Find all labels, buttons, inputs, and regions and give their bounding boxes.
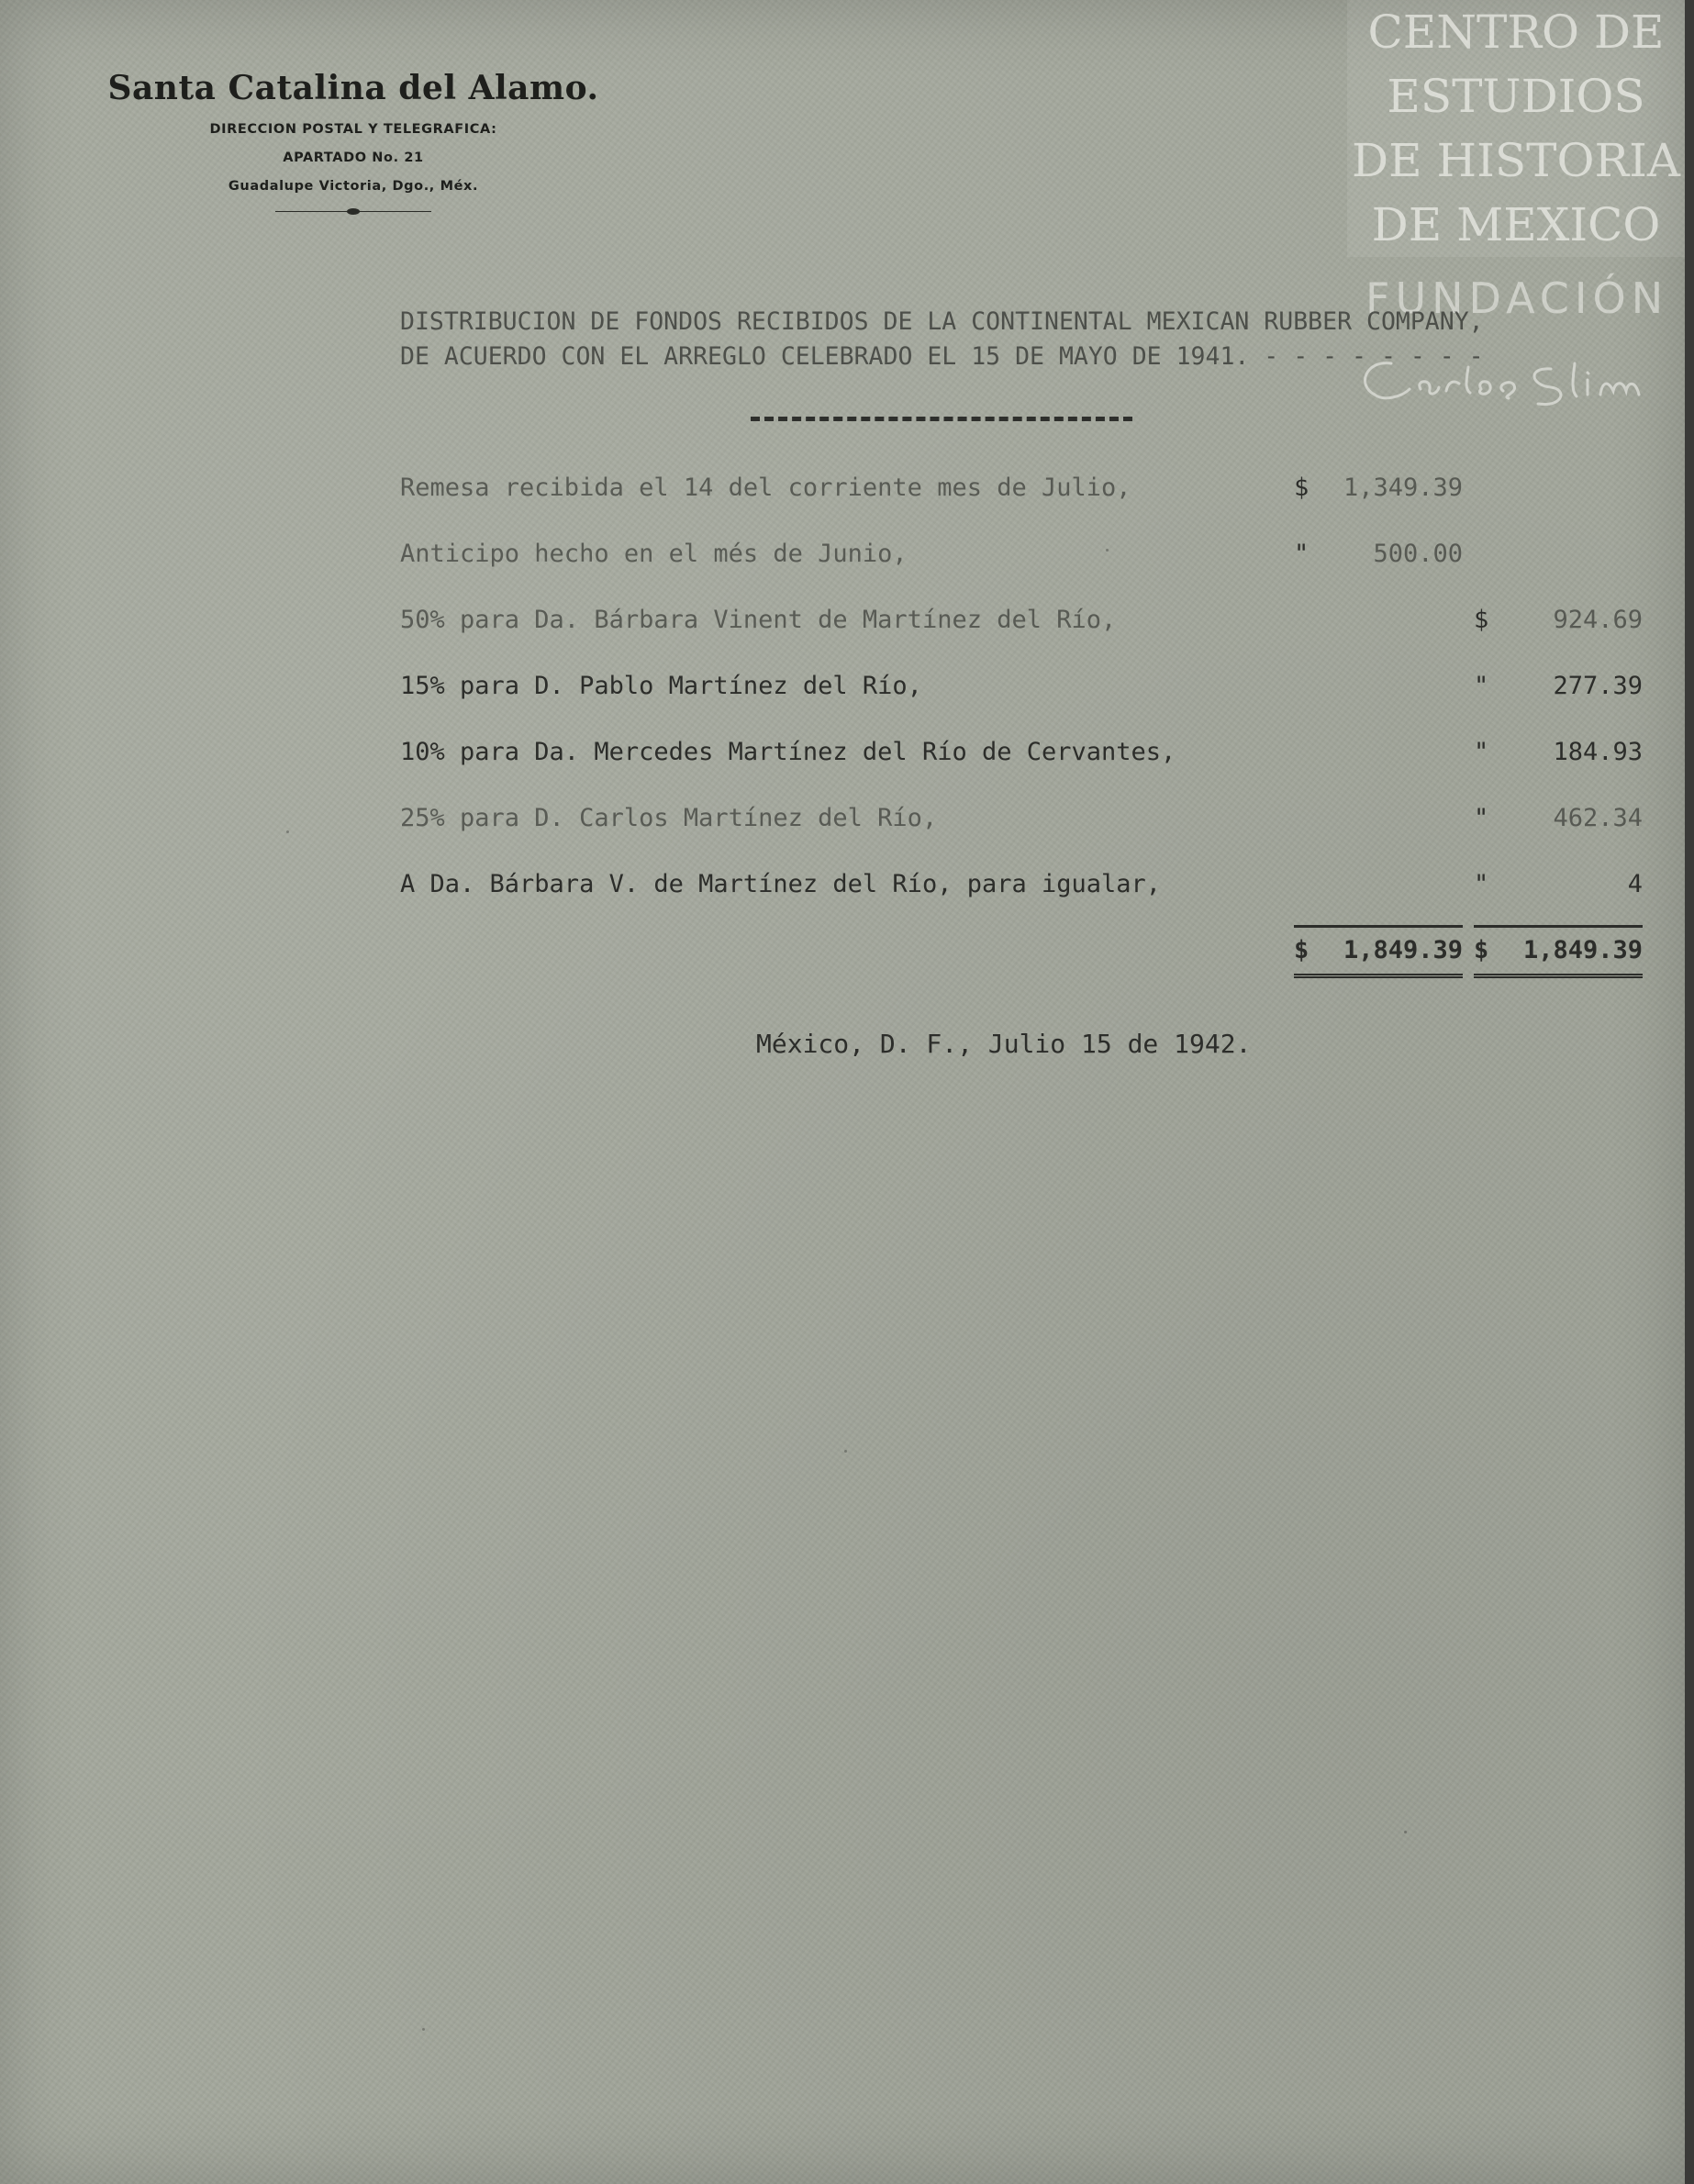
ledger-row [400, 859, 1666, 925]
currency-symbol: $ [1474, 936, 1489, 964]
distribution-cell [1474, 529, 1643, 580]
po-box: APARTADO No. 21 [283, 150, 424, 165]
distribution-amount: 277.39 [1553, 672, 1643, 700]
row-label: A Da. Bárbara V. de Martínez del Río, para igualar, [400, 870, 1162, 898]
row-label: 15% para D. Pablo Martínez del Río, [400, 672, 922, 700]
ditto-mark: " [1474, 672, 1489, 700]
ditto-mark: " [1474, 870, 1489, 898]
distribution-amount: 4 [1627, 870, 1643, 898]
receipts-cell [1294, 793, 1463, 844]
watermark-line-2: ESTUDIOS [1387, 70, 1645, 123]
distribution-amount: 924.69 [1553, 606, 1643, 634]
receipts-cell [1294, 462, 1463, 514]
row-label: 10% para Da. Mercedes Martínez del Río de Cervantes, [400, 738, 1176, 766]
receipts-cell [1294, 595, 1463, 646]
distribution-cell [1474, 859, 1643, 910]
ledger-row [400, 793, 1666, 859]
receipts-total-cell [1294, 925, 1463, 978]
currency-symbol: $ [1474, 606, 1489, 634]
distribution-cell [1474, 595, 1643, 646]
distribution-amount: 462.34 [1553, 804, 1643, 832]
totals-row [400, 925, 1666, 991]
receipts-cell [1294, 727, 1463, 778]
receipts-cell [1294, 859, 1463, 910]
currency-symbol: $ [1294, 936, 1310, 964]
heading-line-1: DISTRIBUCION DE FONDOS RECIBIDOS DE LA CONTINENTAL MEXICAN RUBBER COMPANY, [400, 307, 1484, 336]
row-label: Anticipo hecho en el més de Junio, [400, 540, 908, 568]
ledger-row [400, 462, 1666, 529]
currency-symbol: $ [1294, 474, 1310, 502]
letterhead [83, 69, 624, 217]
paper-speck [844, 1450, 847, 1453]
company-location: Guadalupe Victoria, Dgo., Méx. [228, 179, 479, 194]
paper-speck [1404, 1831, 1407, 1833]
ditto-mark: " [1474, 738, 1489, 766]
paper-speck [286, 830, 289, 833]
receipts-cell [1294, 529, 1463, 580]
distribution-amount: 184.93 [1553, 738, 1643, 766]
receipts-total: 1,849.39 [1343, 936, 1463, 964]
paper-speck [1106, 549, 1109, 552]
heading-underline [751, 417, 1132, 421]
row-label: Remesa recibida el 14 del corriente mes de Julio, [400, 474, 1131, 502]
receipt-amount: 1,349.39 [1343, 474, 1463, 502]
distribution-total: 1,849.39 [1522, 936, 1643, 964]
distribution-cell [1474, 462, 1643, 514]
ledger [400, 462, 1666, 991]
row-label: 50% para Da. Bárbara Vinent de Martínez del Río, [400, 606, 1117, 634]
distribution-cell [1474, 661, 1643, 712]
row-label: 25% para D. Carlos Martínez del Río, [400, 804, 938, 832]
document-date: México, D. F., Julio 15 de 1942. [756, 1029, 1252, 1059]
receipts-cell [1294, 661, 1463, 712]
paper-speck [422, 2028, 425, 2031]
company-name: Santa Catalina del Alamo. [107, 69, 599, 107]
postal-direction: DIRECCION POSTAL Y TELEGRAFICA: [209, 122, 497, 137]
ledger-row [400, 727, 1666, 793]
ornament-divider [275, 207, 431, 217]
watermark-line-3: DE HISTORIA [1352, 134, 1680, 187]
ditto-mark: " [1294, 540, 1310, 568]
document-heading [400, 305, 1484, 374]
receipt-amount: 500.00 [1373, 540, 1463, 568]
watermark-line-4: DE MEXICO [1371, 198, 1661, 251]
distribution-cell [1474, 727, 1643, 778]
ledger-row [400, 595, 1666, 661]
watermark-foundation: FUNDACIÓN [1365, 273, 1669, 323]
distribution-total-cell [1474, 925, 1643, 978]
heading-line-2: DE ACUERDO CON EL ARREGLO CELEBRADO EL 15 DE MAYO DE 1941. - - - - - - - - [400, 342, 1484, 371]
distribution-cell [1474, 793, 1643, 844]
watermark-line-1: CENTRO DE [1367, 6, 1665, 59]
ledger-row [400, 661, 1666, 727]
ledger-row [400, 529, 1666, 595]
ditto-mark: " [1474, 804, 1489, 832]
